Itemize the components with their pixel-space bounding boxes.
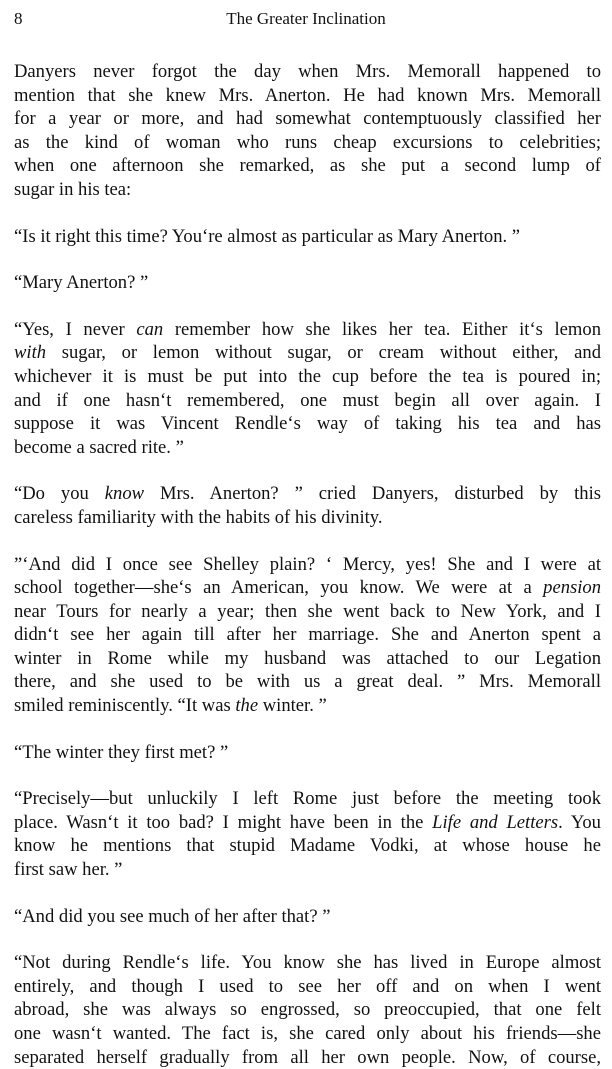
text-line: one wasn‘t wanted. The fact is, she cared only about his friends—she bbox=[14, 1023, 601, 1044]
text-line bbox=[14, 482, 601, 506]
text-line bbox=[14, 694, 601, 718]
italic-run: with bbox=[14, 342, 47, 364]
text-run: didn‘t see her again till after her marriage. She and Anerton spent a bbox=[14, 624, 601, 646]
text-run: Mrs. Anerton? ” cried Danyers, disturbed by this bbox=[144, 483, 601, 505]
page-number: 8 bbox=[14, 9, 23, 28]
text-run: whichever it is must be put into the cup before the tea is poured in; bbox=[14, 365, 601, 387]
text-line bbox=[14, 553, 601, 577]
text-run: suppose it was Vincent Rendle‘s way of taking his tea and has bbox=[14, 413, 601, 435]
text-run: become a sacred rite. ” bbox=[14, 436, 184, 458]
text-run: there, and she used to be with us a great deal. ” Mrs. Memorall bbox=[14, 671, 601, 693]
text-run: . You bbox=[558, 811, 601, 833]
text-run: careless familiarity with the habits of his divinity. bbox=[14, 506, 383, 528]
text-line: abroad, she was always so engrossed, so preoccupied, that one felt bbox=[14, 999, 601, 1021]
text-run: place. Wasn‘t it too bad? I might have been in the bbox=[14, 811, 433, 833]
text-line: when one afternoon she remarked, as she put a second lump of bbox=[14, 155, 601, 177]
text-run: sugar, or lemon without sugar, or cream without either, and bbox=[46, 342, 601, 364]
text-line: “And did you see much of her after that? ” bbox=[14, 905, 331, 927]
text-line: “Mary Anerton? ” bbox=[14, 272, 149, 294]
paragraph bbox=[14, 905, 601, 929]
italic-run: know bbox=[104, 483, 145, 505]
paragraph bbox=[14, 482, 601, 529]
text-line bbox=[14, 365, 601, 389]
paragraph bbox=[14, 60, 601, 202]
text-run: school together—she‘s an American, you know. We were at a bbox=[14, 577, 544, 599]
text-line bbox=[14, 436, 601, 460]
text-line bbox=[14, 506, 601, 530]
text-run: winter. ” bbox=[258, 695, 327, 717]
paragraph bbox=[14, 741, 601, 765]
text-run: “Yes, I never bbox=[14, 318, 137, 340]
text-line: mention that she knew Mrs. Anerton. He had known Mrs. Memorall bbox=[14, 84, 601, 106]
body-text bbox=[14, 60, 601, 1069]
italic-run: the bbox=[235, 695, 259, 717]
text-run: “Precisely—but unluckily I left Rome just before the meeting took bbox=[14, 788, 601, 810]
text-line: “The winter they first met? ” bbox=[14, 741, 229, 763]
running-header bbox=[0, 9, 612, 35]
text-run: smiled reminiscently. “It was bbox=[14, 695, 236, 717]
text-run: ”‘And did I once see Shelley plain? ‘ Mercy, yes! She and I were at bbox=[14, 553, 601, 575]
paragraph bbox=[14, 553, 601, 718]
text-line bbox=[14, 341, 601, 365]
text-line bbox=[14, 858, 601, 882]
italic-run: Life and Letters bbox=[432, 811, 559, 833]
text-line bbox=[14, 834, 601, 858]
text-line bbox=[14, 647, 601, 671]
text-line: for a year or more, and had somewhat contemptuously classified her bbox=[14, 108, 601, 130]
text-line: “Is it right this time? You‘re almost as particular as Mary Anerton. ” bbox=[14, 225, 521, 247]
paragraph bbox=[14, 225, 601, 249]
text-run: near Tours for nearly a year; then she went back to New York, and I bbox=[14, 600, 601, 622]
text-run: “Do you bbox=[14, 483, 105, 505]
text-line bbox=[14, 670, 601, 694]
paragraph bbox=[14, 951, 601, 1069]
text-line bbox=[14, 787, 601, 811]
text-run: winter in Rome while my husband was attached to our Legation bbox=[14, 647, 601, 669]
paragraph bbox=[14, 787, 601, 881]
text-line bbox=[14, 600, 601, 624]
text-run: know he mentions that stupid Madame Vodki, at whose house he bbox=[14, 835, 601, 857]
paragraph bbox=[14, 318, 601, 460]
text-line: as the kind of woman who runs cheap excursions to celebrities; bbox=[14, 131, 601, 153]
text-line: “Not during Rendle‘s life. You know she has lived in Europe almost bbox=[14, 952, 601, 974]
running-title: The Greater Inclination bbox=[226, 9, 386, 28]
text-line: separated herself gradually from all her own people. Now, of course, bbox=[14, 1046, 601, 1068]
text-line: Danyers never forgot the day when Mrs. Memorall happened to bbox=[14, 61, 601, 82]
text-line bbox=[14, 811, 601, 835]
italic-run: can bbox=[136, 318, 164, 340]
text-line bbox=[14, 389, 601, 413]
text-line bbox=[14, 318, 601, 342]
text-run: and if one hasn‘t remembered, one must begin all over again. I bbox=[14, 389, 601, 411]
text-line bbox=[14, 623, 601, 647]
text-run: remember how she likes her tea. Either it‘s lemon bbox=[163, 318, 601, 340]
text-line bbox=[14, 576, 601, 600]
text-line: sugar in his tea: bbox=[14, 178, 132, 200]
paragraph bbox=[14, 271, 601, 295]
text-run: first saw her. ” bbox=[14, 859, 123, 881]
text-line bbox=[14, 412, 601, 436]
italic-run: pension bbox=[543, 577, 601, 599]
text-line: entirely, and though I used to see her off and on when I went bbox=[14, 975, 601, 997]
